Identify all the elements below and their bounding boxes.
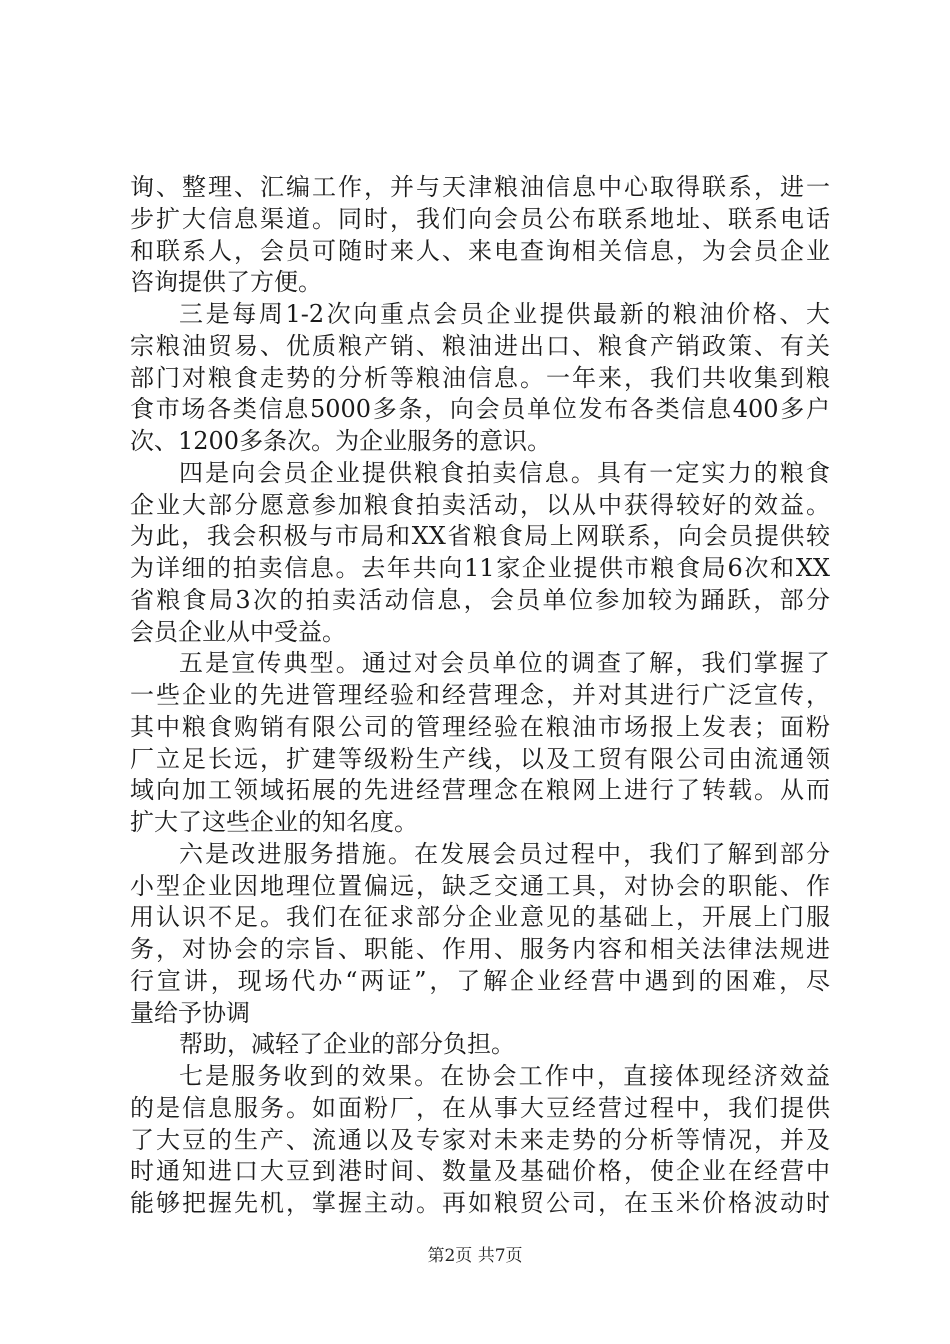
text-line: 时通知进口大豆到港时间、数量及基础价格，使企业在经营中	[130, 1157, 830, 1185]
text-line: 其中粮食购销有限公司的管理经验在粮油市场报上发表；面粉	[130, 713, 830, 741]
text-line: 步扩大信息渠道。同时，我们向会员公布联系地址、联系电话	[130, 205, 830, 233]
text-line: 和联系人，会员可随时来人、来电查询相关信息，为会员企业	[130, 237, 830, 265]
text-line: 一些企业的先进管理经验和经营理念，并对其进行广泛宣传，	[130, 681, 830, 709]
paragraph-start-line: 六是改进服务措施。在发展会员过程中，我们了解到部分	[179, 840, 830, 868]
text-line: 部门对粮食走势的分析等粮油信息。一年来，我们共收集到粮	[130, 364, 830, 392]
text-line: 用认识不足。我们在征求部分企业意见的基础上，开展上门服	[130, 903, 830, 931]
text-line: 省粮食局3次的拍卖活动信息，会员单位参加较为踊跃，部分	[130, 586, 830, 614]
paragraph-start-line: 四是向会员企业提供粮食拍卖信息。具有一定实力的粮食	[179, 459, 830, 487]
text-line: 为此，我会积极与市局和XX省粮食局上网联系，向会员提供较	[130, 522, 830, 550]
text-line: 咨询提供了方便。	[130, 268, 322, 296]
text-line: 扩大了这些企业的知名度。	[130, 808, 418, 836]
text-line: 能够把握先机，掌握主动。再如粮贸公司，在玉米价格波动时	[130, 1189, 830, 1217]
text-line: 行宣讲，现场代办“两证”，了解企业经营中遇到的困难，尽	[130, 967, 830, 995]
paragraph-start-line: 三是每周1-2次向重点会员企业提供最新的粮油价格、大	[179, 300, 830, 328]
paragraph-start-line: 五是宣传典型。通过对会员单位的调查了解，我们掌握了	[179, 649, 830, 677]
text-line: 小型企业因地理位置偏远，缺乏交通工具，对协会的职能、作	[130, 872, 830, 900]
text-line: 了大豆的生产、流通以及专家对未来走势的分析等情况，并及	[130, 1126, 830, 1154]
text-line: 域向加工领域拓展的先进经营理念在粮网上进行了转载。从而	[130, 776, 830, 804]
text-line: 食市场各类信息5000多条，向会员单位发布各类信息400多户	[130, 395, 830, 423]
text-line: 次、1200多条次。为企业服务的意识。	[130, 427, 552, 455]
text-line: 厂立足长远，扩建等级粉生产线，以及工贸有限公司由流通领	[130, 745, 830, 773]
text-line: 询、整理、汇编工作，并与天津粮油信息中心取得联系，进一	[130, 173, 830, 201]
text-line: 量给予协调	[130, 999, 250, 1027]
paragraph-start-line: 七是服务收到的效果。在协会工作中，直接体现经济效益	[179, 1062, 830, 1090]
page-number-footer: 第2页 共7页	[427, 1246, 523, 1266]
text-line: 会员企业从中受益。	[130, 618, 346, 646]
paragraph-start-line: 帮助，减轻了企业的部分负担。	[179, 1030, 515, 1058]
text-line: 企业大部分愿意参加粮食拍卖活动，以从中获得较好的效益。	[130, 491, 830, 519]
text-line: 务，对协会的宗旨、职能、作用、服务内容和相关法律法规进	[130, 935, 830, 963]
text-line: 为详细的拍卖信息。去年共向11家企业提供市粮食局6次和XX	[130, 554, 830, 582]
text-line: 宗粮油贸易、优质粮产销、粮油进出口、粮食产销政策、有关	[130, 332, 830, 360]
text-line: 的是信息服务。如面粉厂，在从事大豆经营过程中，我们提供	[130, 1094, 830, 1122]
